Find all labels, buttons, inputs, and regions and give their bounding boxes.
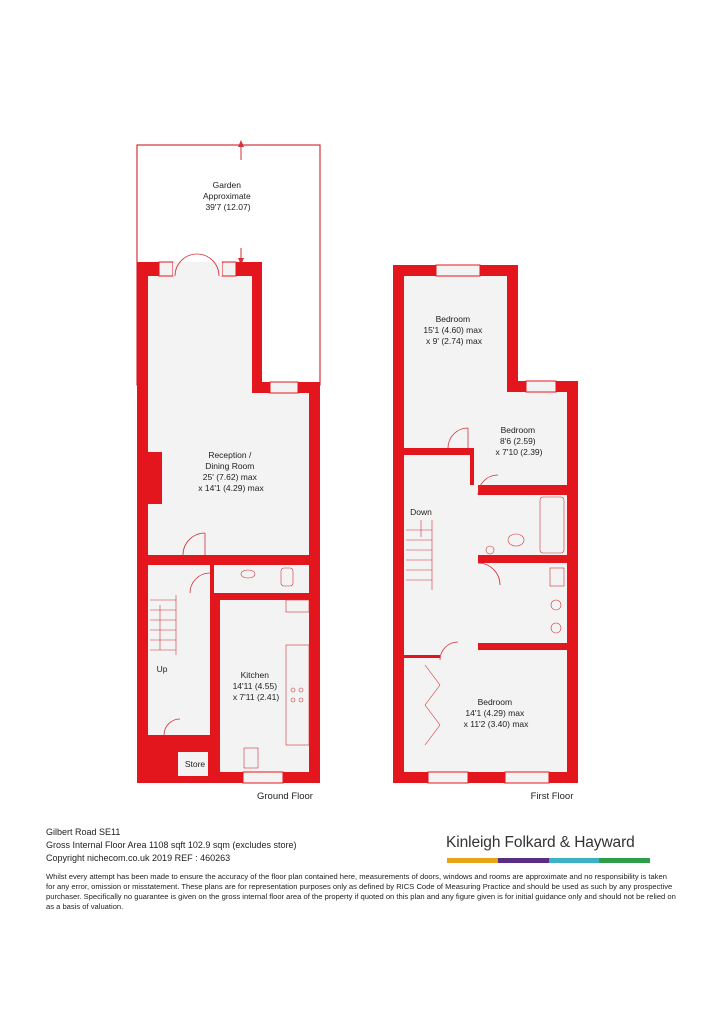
brand-bar-2 xyxy=(498,858,549,863)
disclaimer: Whilst every attempt has been made to ensure the accuracy of the floor plan contained here, measurements of doors, windows and rooms are approximate and no responsibility is taken for any error, omission or misstatement. These plans are for representation purposes only as defined by RICS Code of Measuring Practice and should be used as such by any prospective purchaser. Specifically no guarantee is given on the gross internal floor area of the property if quoted on this plan and any figure given is for initial guidance only and should not be relied on as a basis of valuation. xyxy=(46,872,676,911)
ground-floor-label: Ground Floor xyxy=(257,791,313,802)
first-floor-label: First Floor xyxy=(530,791,574,802)
brand-bar-1 xyxy=(447,858,498,863)
brand-bar-3 xyxy=(549,858,600,863)
brand-color-bar xyxy=(447,858,650,863)
floor-area: Gross Internal Floor Area 1108 sqft 102.9 sqm (excludes store) xyxy=(46,840,297,850)
kitchen-label: Kitchen 14'11 (4.55) x 7'11 (2.41) xyxy=(232,670,280,702)
brand-logo: Kinleigh Folkard & Hayward xyxy=(446,834,635,851)
ground-floor-plan xyxy=(137,254,320,783)
brand-bar-4 xyxy=(599,858,650,863)
store-label: Store xyxy=(184,759,206,769)
bedroom-front-label: Bedroom 15'1 (4.60) max x 9' (2.74) max xyxy=(423,314,483,346)
bedroom-rear-label: Bedroom 14'1 (4.29) max x 11'2 (3.40) max xyxy=(463,697,529,729)
garden-label: Garden Approximate 39'7 (12.07) xyxy=(202,180,251,212)
stairs-up-label: Up xyxy=(156,664,168,674)
property-address: Gilbert Road SE11 xyxy=(46,827,121,837)
property-info xyxy=(46,826,296,865)
stairs-down-label: Down xyxy=(410,507,432,517)
copyright: Copyright nichecom.co.uk 2019 REF : 460263 xyxy=(46,853,231,863)
bedroom-small-label: Bedroom 8'6 (2.59) x 7'10 (2.39) xyxy=(495,425,543,457)
reception-label: Reception / Dining Room 25' (7.62) max x 14'1 (4.29) max xyxy=(198,450,264,493)
